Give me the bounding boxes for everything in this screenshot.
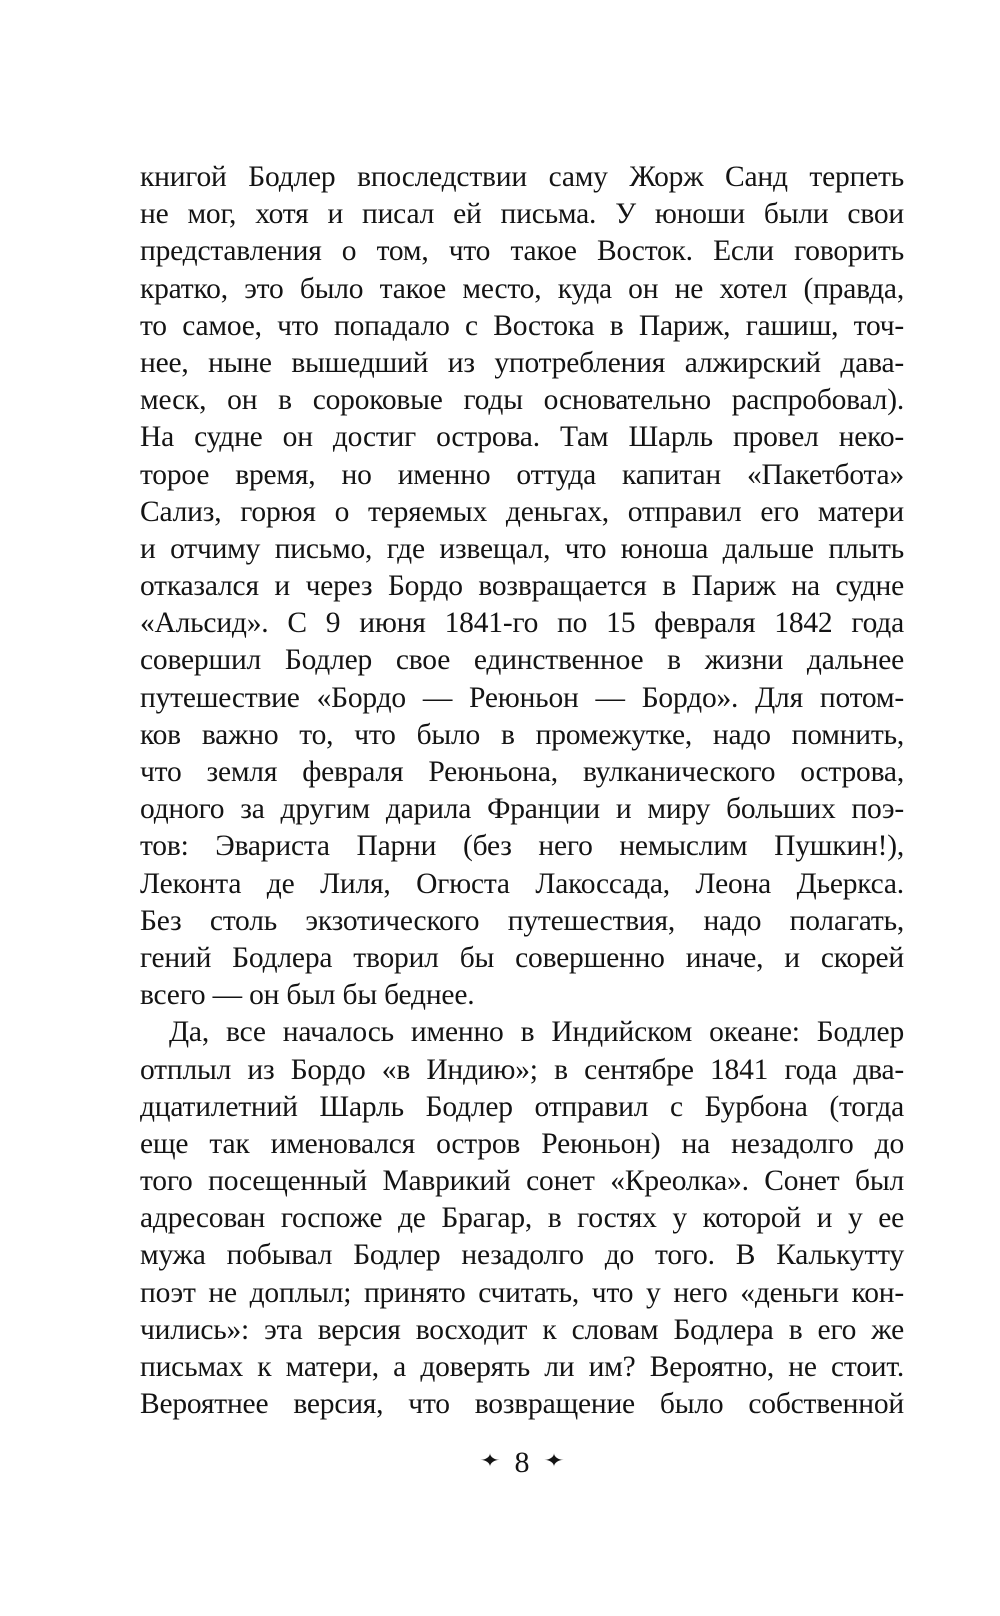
text-line: гений Бодлера творил бы совершенно иначе, и скорей xyxy=(140,941,904,974)
text-line: поэт не доплыл; принято считать, что у него «деньги кон- xyxy=(140,1276,904,1309)
text-line: того посещенный Маврикий сонет «Креолка». Сонет был xyxy=(140,1165,904,1198)
body-text xyxy=(140,159,904,1423)
text-line: На судне он достиг острова. Там Шарль провел неко- xyxy=(140,421,904,454)
text-line: Без столь экзотического путешествия, надо полагать, xyxy=(140,904,904,937)
text-line: совершил Бодлер свое единственное в жизни дальнее xyxy=(140,644,904,677)
text-line: «Альсид». С 9 июня 1841-го по 15 февраля 1842 года xyxy=(140,607,904,640)
page-footer xyxy=(140,1446,904,1480)
paragraph-2 xyxy=(140,1014,904,1423)
text-line: чились»: эта версия восходит к словам Бодлера в его же xyxy=(140,1313,904,1346)
text-line: и отчиму письмо, где извещал, что юноша дальше плыть xyxy=(140,532,904,565)
text-line: мужа побывал Бодлер незадолго до того. В Калькутту xyxy=(140,1239,904,1272)
text-line: представления о том, что такое Восток. Если говорить xyxy=(140,235,904,268)
text-line: нее, ныне вышедший из употребления алжирский дава- xyxy=(140,346,904,379)
text-line: адресован госпоже де Брагар, в гостях у которой и у ее xyxy=(140,1202,904,1235)
text-line: Да, все началось именно в Индийском океане: Бодлер xyxy=(169,1016,904,1049)
text-line: отказался и через Бордо возвращается в Париж на судне xyxy=(140,570,904,603)
text-line: Сализ, горюя о теряемых деньгах, отправил его матери xyxy=(140,495,904,528)
text-line: книгой Бодлер впоследствии саму Жорж Санд терпеть xyxy=(140,161,904,193)
text-line: дцатилетний Шарль Бодлер отправил с Бурбона (тогда xyxy=(140,1090,904,1123)
text-line: Леконта де Лиля, Огюста Лакоссада, Леона Дьеркса. xyxy=(140,867,904,900)
text-line: еще так именовался остров Реюньон) на незадолго до xyxy=(140,1127,904,1160)
diamond-ornament-icon: ✦ xyxy=(543,1450,565,1472)
text-line: торое время, но именно оттуда капитан «Пакетбота» xyxy=(140,458,904,491)
text-line: одного за другим дарила Франции и миру больших поэ- xyxy=(140,793,904,826)
text-line: всего — он был бы беднее. xyxy=(140,979,475,1012)
text-line: кратко, это было такое место, куда он не хотел (правда, xyxy=(140,272,904,305)
paragraph-1 xyxy=(140,159,904,1014)
page-number: 8 xyxy=(514,1446,530,1479)
text-line: отплыл из Бордо «в Индию»; в сентябре 1841 года два- xyxy=(140,1053,904,1086)
text-line: путешествие «Бордо — Реюньон — Бордо». Для потом- xyxy=(140,681,904,714)
text-line: тов: Эвариста Парни (без него немыслим Пушкин!), xyxy=(140,830,904,863)
text-line: что земля февраля Реюньона, вулканического острова, xyxy=(140,756,904,788)
text-line: не мог, хотя и писал ей письма. У юноши были свои xyxy=(140,198,904,231)
text-line: то самое, что попадало с Востока в Париж, гашиш, точ- xyxy=(140,309,904,342)
text-line: Вероятнее версия, что возвращение было собственной xyxy=(140,1388,904,1421)
text-line: ков важно то, что было в промежутке, надо помнить, xyxy=(140,718,904,751)
text-line: письмах к матери, а доверять ли им? Вероятно, не стоит. xyxy=(140,1351,904,1383)
diamond-ornament-icon: ✦ xyxy=(479,1450,501,1472)
text-line: меск, он в сороковые годы основательно распробовал). xyxy=(140,384,904,417)
